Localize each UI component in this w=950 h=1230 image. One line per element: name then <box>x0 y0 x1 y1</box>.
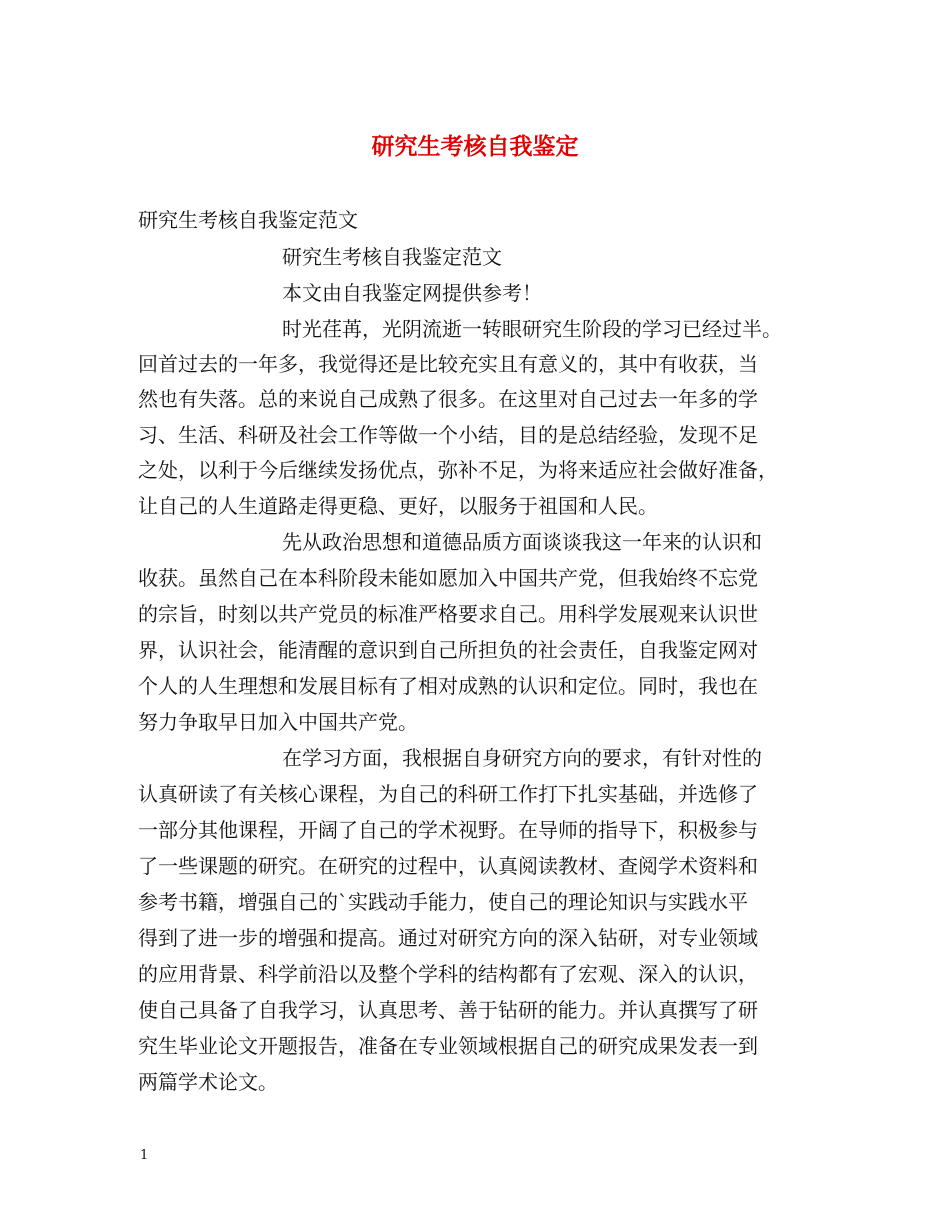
body-line: 在学习方面，我根据自身研究方向的要求，有针对性的 <box>282 746 762 770</box>
body-line: 先从政治思想和道德品质方面谈谈我这一年来的认识和 <box>282 530 762 554</box>
body-line: 然也有失落。总的来说自己成熟了很多。在这里对自己过去一年多的学 <box>138 387 758 411</box>
body-line: 界，认识社会，能清醒的意识到自己所担负的社会责任，自我鉴定网对 <box>138 638 758 662</box>
body-line: 习、生活、科研及社会工作等做一个小结，目的是总结经验，发现不足 <box>138 423 758 447</box>
page-number: 1 <box>140 1148 149 1163</box>
body-line: 使自己具备了自我学习，认真思考、善于钻研的能力。并认真撰写了研 <box>138 998 758 1022</box>
body-line: 了一些课题的研究。在研究的过程中，认真阅读教材、查阅学术资料和 <box>138 854 758 878</box>
body-line: 一部分其他课程，开阔了自己的学术视野。在导师的指导下，积极参与 <box>138 818 758 842</box>
body-line: 的宗旨，时刻以共产党员的标准严格要求自己。用科学发展观来认识世 <box>138 602 758 626</box>
body-line: 时光荏苒，光阴流逝一转眼研究生阶段的学习已经过半。 <box>282 317 782 341</box>
document-title: 研究生考核自我鉴定 <box>371 133 579 160</box>
body-line: 的应用背景、科学前沿以及整个学科的结构都有了宏观、深入的认识， <box>138 962 758 986</box>
body-line: 本文由自我鉴定网提供参考！ <box>282 281 542 305</box>
body-line: 收获。虽然自己在本科阶段未能如愿加入中国共产党，但我始终不忘党 <box>138 566 758 590</box>
body-line: 得到了进一步的增强和提高。通过对研究方向的深入钻研，对专业领域 <box>138 926 758 950</box>
body-line: 两篇学术论文。 <box>138 1070 278 1094</box>
body-line: 让自己的人生道路走得更稳、更好，以服务于祖国和人民。 <box>138 494 658 518</box>
body-line: 参考书籍，增强自己的`实践动手能力，使自己的理论知识与实践水平 <box>138 890 748 914</box>
body-line: 究生毕业论文开题报告，准备在专业领域根据自己的研究成果发表一到 <box>138 1034 758 1058</box>
body-line: 之处，以利于今后继续发扬优点，弥补不足，为将来适应社会做好准备， <box>138 458 778 482</box>
body-line: 回首过去的一年多，我觉得还是比较充实且有意义的，其中有收获，当 <box>138 352 758 376</box>
body-line: 个人的人生理想和发展目标有了相对成熟的认识和定位。同时，我也在 <box>138 674 758 698</box>
body-line: 研究生考核自我鉴定范文 <box>282 245 502 269</box>
body-line: 努力争取早日加入中国共产党。 <box>138 710 418 734</box>
body-line: 认真研读了有关核心课程，为自己的科研工作打下扎实基础，并选修了 <box>138 782 758 806</box>
body-line: 研究生考核自我鉴定范文 <box>138 208 358 232</box>
